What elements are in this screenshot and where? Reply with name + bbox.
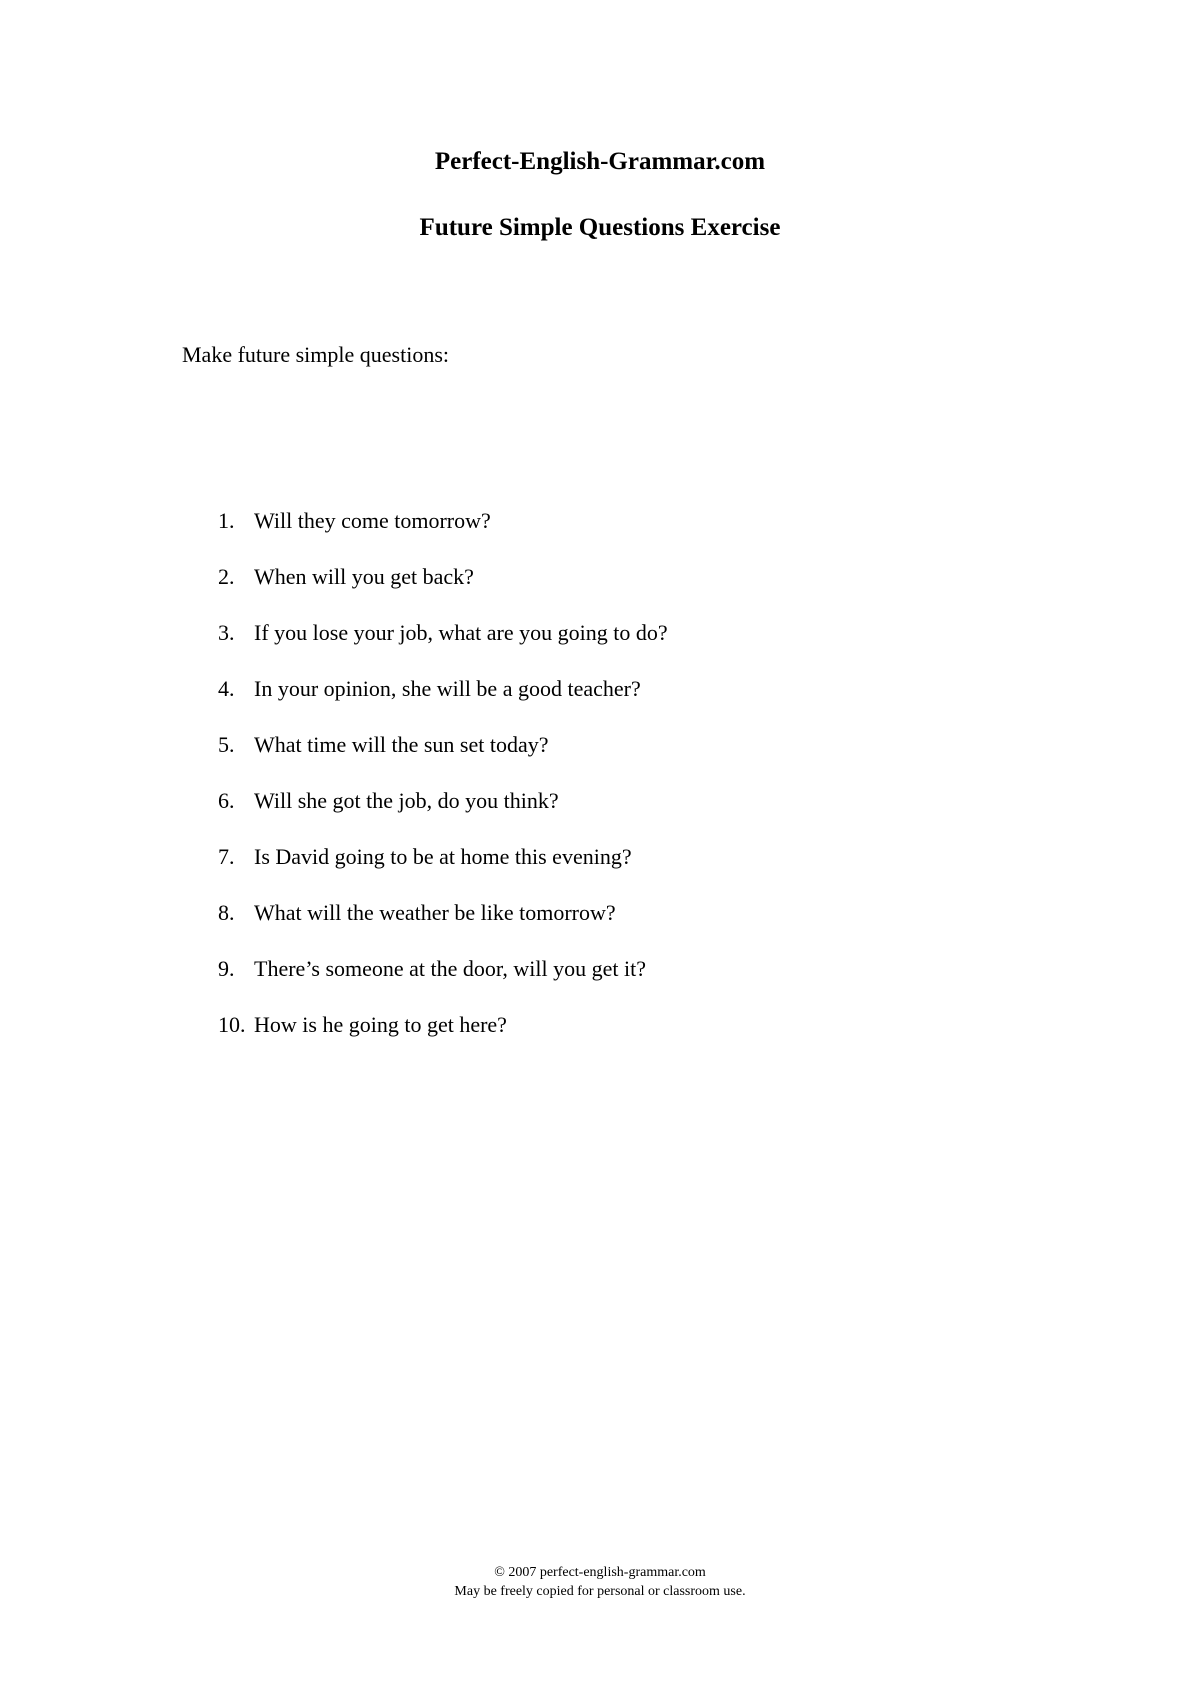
question-item-7 [218, 842, 668, 898]
question-number: 1. [218, 508, 235, 533]
question-number: 4. [218, 676, 235, 701]
exercise-title: Future Simple Questions Exercise [419, 214, 781, 241]
question-number: 9. [218, 956, 235, 981]
footer-usage-note: May be freely copied for personal or classroom use. [454, 1584, 746, 1599]
question-text: Will they come tomorrow? [254, 508, 491, 533]
question-item-6 [218, 786, 668, 842]
question-item-5 [218, 730, 668, 786]
question-list [218, 506, 668, 1066]
question-text: There’s someone at the door, will you get it? [254, 956, 646, 981]
question-item-2 [218, 562, 668, 618]
question-text: What will the weather be like tomorrow? [254, 900, 616, 925]
question-number: 2. [218, 564, 235, 589]
question-item-4 [218, 674, 668, 730]
footer [0, 1563, 1200, 1601]
question-number: 8. [218, 900, 235, 925]
question-item-3 [218, 618, 668, 674]
question-item-1 [218, 506, 668, 562]
question-item-9 [218, 954, 668, 1010]
site-title: Perfect-English-Grammar.com [434, 148, 766, 175]
question-text: In your opinion, she will be a good teacher? [254, 676, 641, 701]
question-text: What time will the sun set today? [254, 732, 549, 757]
question-number: 6. [218, 788, 235, 813]
question-text: Will she got the job, do you think? [254, 788, 559, 813]
question-number: 10. [218, 1012, 246, 1037]
question-text: Is David going to be at home this evening? [254, 844, 632, 869]
question-text: How is he going to get here? [254, 1012, 507, 1037]
instructions-text: Make future simple questions: [182, 342, 450, 367]
question-number: 5. [218, 732, 235, 757]
question-number: 3. [218, 620, 235, 645]
question-text: When will you get back? [254, 564, 474, 589]
footer-copyright: © 2007 perfect-english-grammar.com [494, 1565, 706, 1580]
question-item-8 [218, 898, 668, 954]
question-number: 7. [218, 844, 235, 869]
question-item-10 [218, 1010, 668, 1066]
question-text: If you lose your job, what are you going to do? [254, 620, 668, 645]
